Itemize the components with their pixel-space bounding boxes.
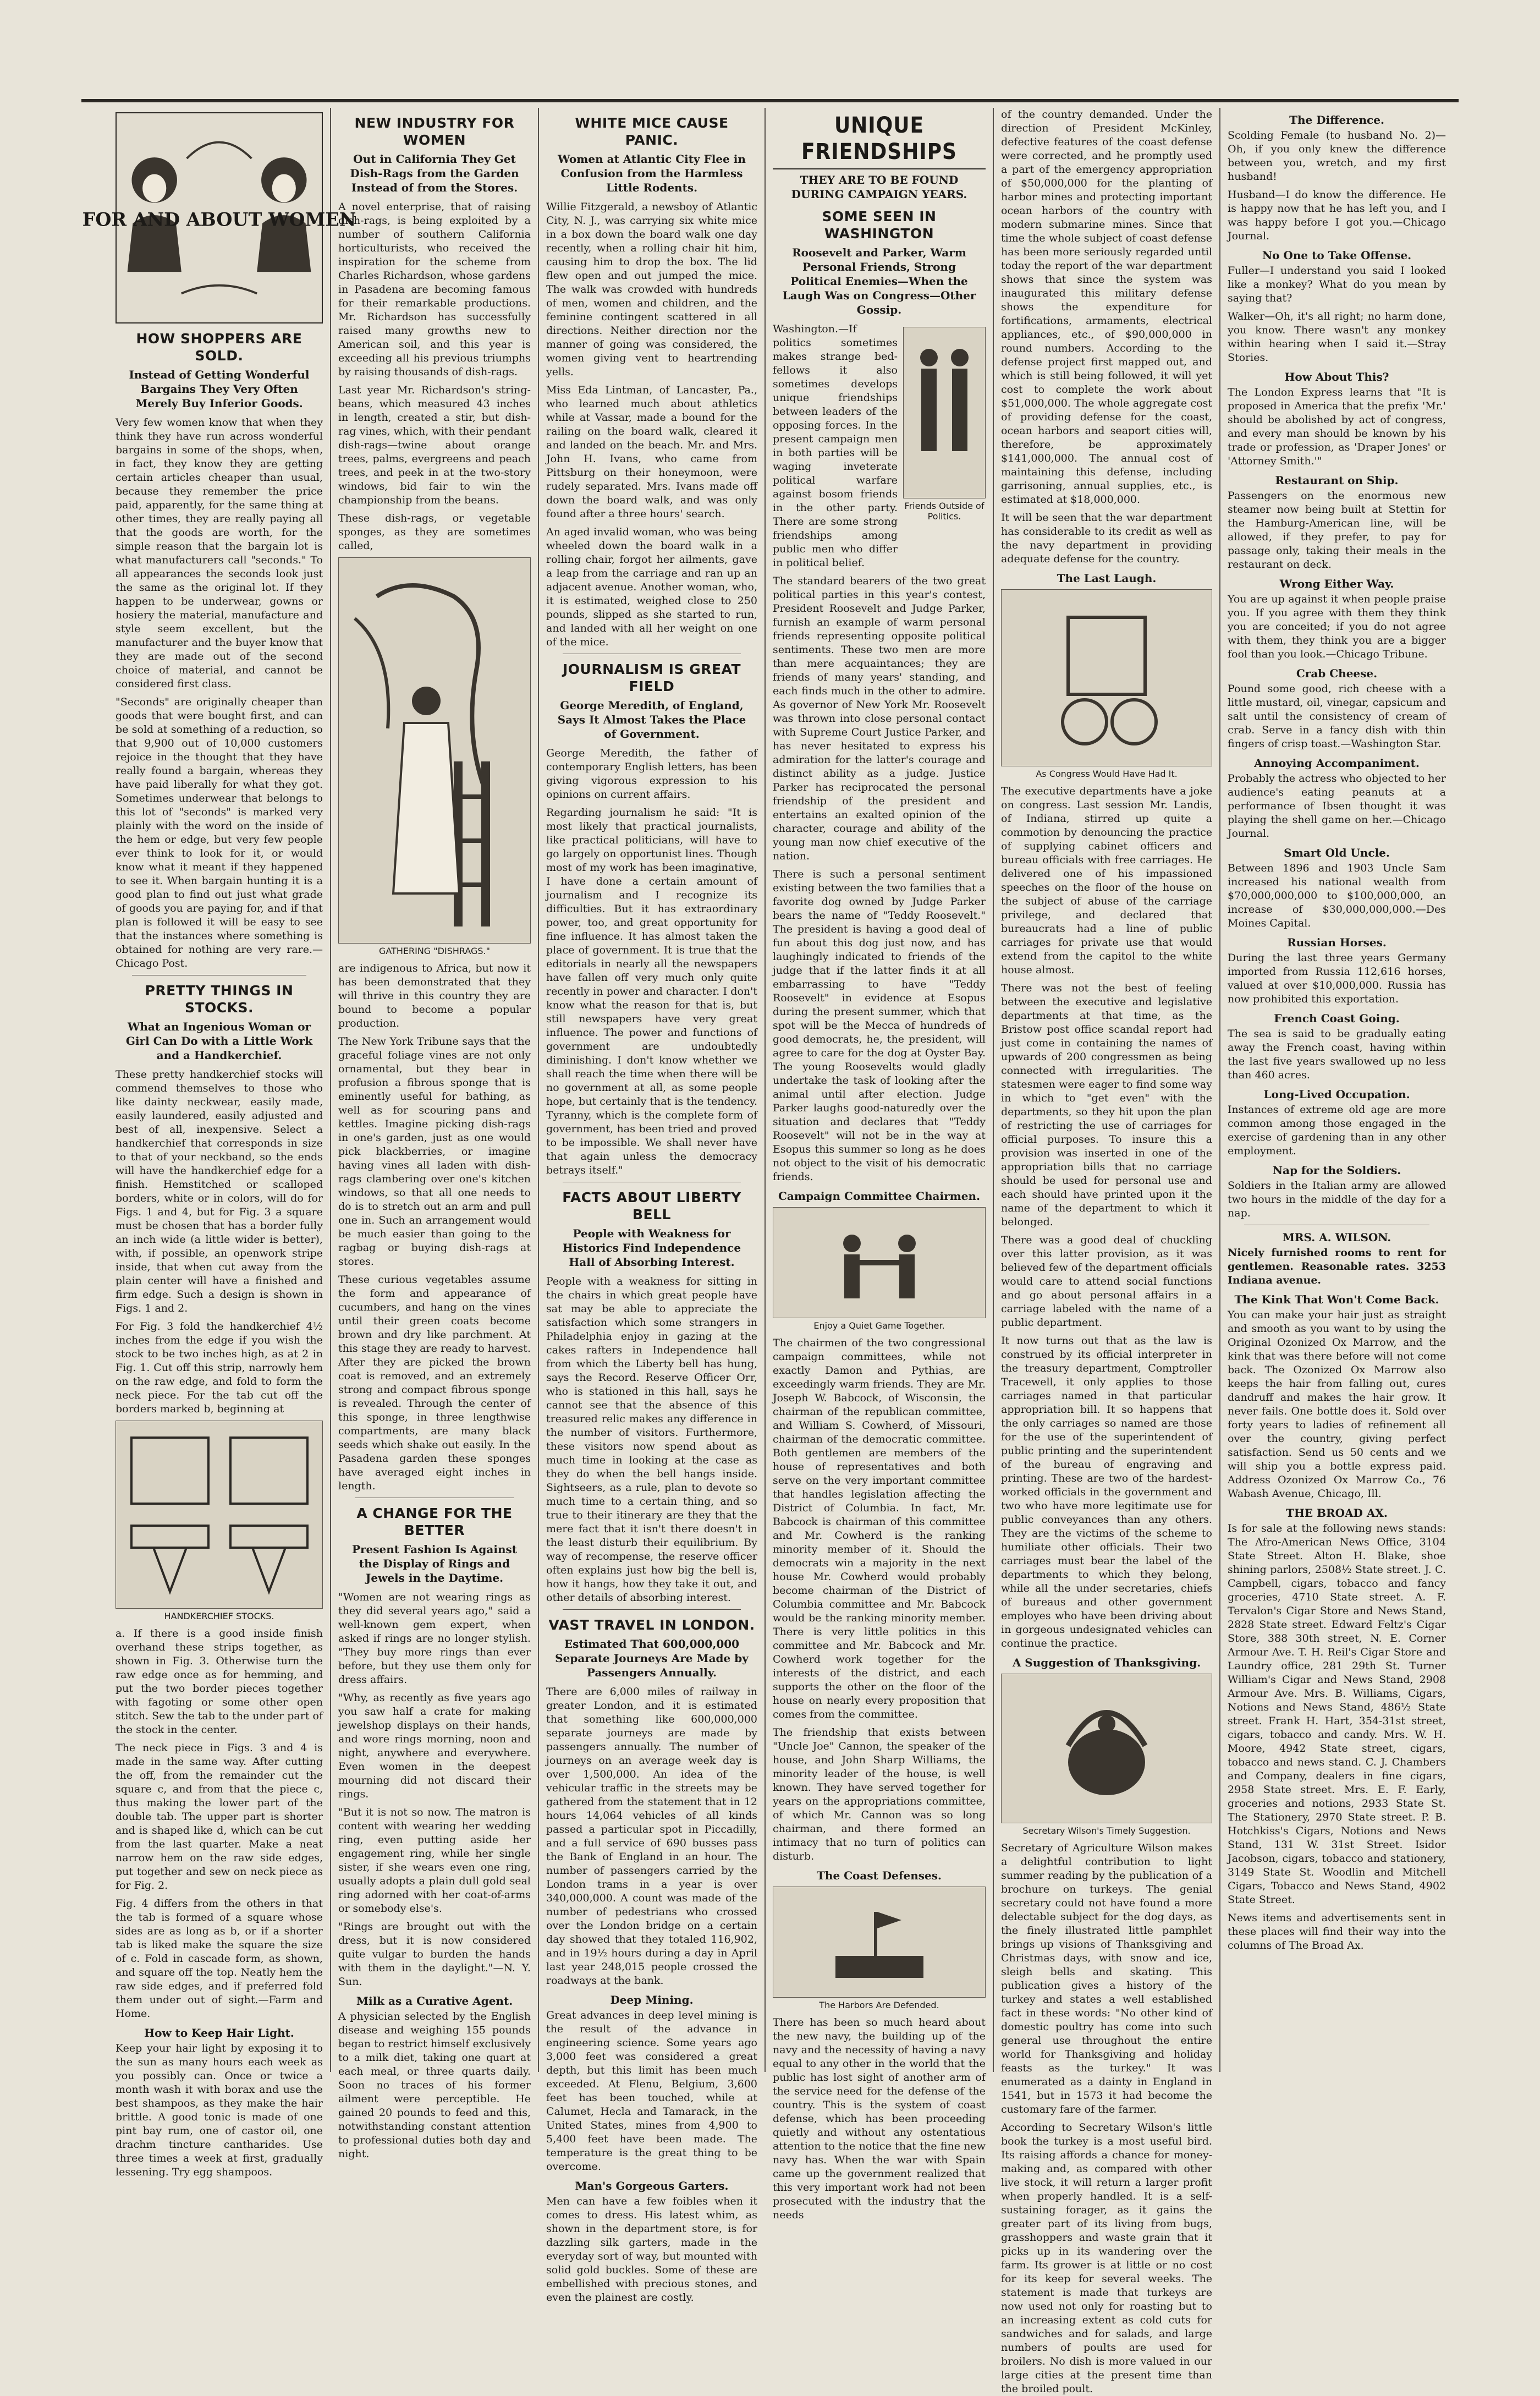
dishrag-gathering-illustration <box>338 557 531 944</box>
article-paragraph: Very few women know that when they think they have run across wonderful bargains in some of the shops, when, in fact, they know they are getting certain articles cheaper than usual, because they remember the price paid, apparently, for the same thing at other times, they are really paying all that the goods are worth, for the simple reason that the bargain lot is what manufacturers call "seconds." To all appearances the seconds look just the same as the original lot. If they happen to be underwear, gowns or hosiery the material, manufacture and style seem excellent, but the manufacturer and the buyer know that they are made out of the second choice of material, and cannot be considered first class. <box>116 416 323 690</box>
article-paragraph: An aged invalid woman, who was being wheeled down the board walk in a rolling chair, forgot her ailments, gave a leap from the carriage and ran up an adjacent avenue. Another woman, who, it is estimated, weighed close to 250 pounds, slipped as she started to run, and landed with all her weight on one of the mice. <box>546 526 757 648</box>
article-paragraph: The New York Tribune says that the graceful foliage vines are not only ornamental, but they bear in profusion a fibrous sponge that is eminently useful for bathing, as well as for scouring pans and kettles. Imagine picking dish-rags in one's garden, just as one would pick blackberries, or imagine having vines all laden with dish-rags clambering over one's kitchen windows, so that all one needs to do is to stretch out an arm and pull one in. Such an arrangement would be much easier than going to the ragbag or buying dish-rags at stores. <box>338 1035 531 1268</box>
quiet-game-illustration <box>773 1207 986 1318</box>
article-paragraph: Probably the actress who objected to her audience's eating peanuts at a performance of Ibsen thought it was playing the shell game on her.—Chicago Journal. <box>1228 772 1446 840</box>
article-headline: Crab Cheese. <box>1296 667 1378 680</box>
article-headline: Man's Gorgeous Garters. <box>575 2179 729 2192</box>
article-headline: The Difference. <box>1289 113 1384 127</box>
article-subhead: Out in California They Get Dish-Rags from the Garden Instead of from the Stores. <box>350 152 519 194</box>
article-paragraph: According to Secretary Wilson's little book the turkey is a most useful bird. Its raising affords a chance for money-making and, as compared with other live stock, it will return a larger profit when properly handled. It is a self-sustaining forager, as it gains the greater part of its living from bugs, grasshoppers and waste grain that it picks up in its wandering over the farm. Its grower is at little or no cost for its keep for several weeks. The statement is made that turkeys are now used not only for roasting but to an increasing extent as cold cuts for sandwiches and for salads, and large numbers of poults are used for broilers. No dish is more valued in our large cities at the present time than the broiled poult. <box>1001 2121 1212 2395</box>
article-paragraph: During the last three years Germany imported from Russia 112,616 horses, valued at over $10,000,000. Russia has now prohibited this exportation. <box>1228 952 1446 1005</box>
illustration-caption: Enjoy a Quiet Game Together. <box>813 1320 945 1331</box>
illustration-caption: Secretary Wilson's Timely Suggestion. <box>1022 1825 1191 1836</box>
article-paragraph: Secretary of Agriculture Wilson makes a delightful contribution to light summer reading by the publication of a brochure on turkeys. The genial secretary could not have found a more delectable subject for the dog days, as the finely illustrated little pamphlet brings up visions of Thanksgiving and Christmas days, with snow and ice, sleigh bells and skating. This publication gives a history of the turkey and states a well established fact in these words: "No other kind of domestic poultry has come into such general use throughout the entire world for Thanksgiving and holiday feasts as the turkey." It was enumerated as a dainty in England in 1541, but in 1573 it had become the customary fare of the farmer. <box>1001 1842 1212 2115</box>
article-paragraph: There has been so much heard about the new navy, the building up of the navy and the necessity of having a navy equal to any other in the world that the public has lost sight of another arm of the service need for the defense of the country. This is the system of coast defense, which has been proceeding quietly and without any ostentatious attention to the notice that the fine new navy has. When the war with Spain came up the government realized that this very important work had not been prosecuted with the industry that the needs <box>773 2016 986 2221</box>
article-paragraph: The neck piece in Figs. 3 and 4 is made in the same way. After cutting the off, from the remainder cut the square c, and from that the piece c, thus making the lower part of the double tab. The upper part is shorter and is shaped like d, which can be cut from the last quarter. Make a neat narrow hem on the raw side edges, put together and sew on neck piece as for Fig. 2. <box>116 1742 323 1891</box>
advertisement-heading: The Kink That Won't Come Back. <box>1234 1293 1439 1306</box>
article-paragraph: "But it is not so now. The matron is content with wearing her wedding ring, even putting aside her engagement ring, while her single sister, if she wears even one ring, usually adopts a plain dull gold seal ring adorned with her coat-of-arms or somebody else's. <box>338 1806 531 1915</box>
article-paragraph: These dish-rags, or vegetable sponges, as they are sometimes called, <box>338 512 531 552</box>
article-paragraph: Between 1896 and 1903 Uncle Sam increased his national wealth from $70,000,000,000 to $100,000,000, an increase of $30,000,000,000.—Des Moines Capital. <box>1228 862 1446 929</box>
article-subhead: What an Ingenious Woman or Girl Can Do with a Little Work and a Handkerchief. <box>125 1020 313 1062</box>
article-headline: Wrong Either Way. <box>1279 577 1394 590</box>
top-rule <box>81 99 1459 102</box>
article-subhead: THEY ARE TO BE FOUND DURING CAMPAIGN YEARS. <box>791 173 967 201</box>
article-paragraph: Regarding journalism he said: "It is most likely that practical journalists, like practical politicians, will have to go largely on opportunist lines. Though most of my work has been imaginative, I have done a certain amount of journalism and I recognize its difficulties. But it has extraordinary power, too, and great opportunity for fine influence. It has almost taken the place of government. It is true that the editorials in nearly all the newspapers have fallen off very much only quite recently in power and character. I don't know what the reason for that is, but still newspapers have very great influence. The power and functions of government are undoubtedly diminishing. I don't know whether we shall reach the time when there will be no government at all, as some people hope, but certainly that is the tendency. Tyranny, which is the complete form of government, has been tried and proved to be impossible. We shall never have that again unless the democracy betrays itself." <box>546 807 757 1176</box>
article-headline: WHITE MICE CAUSE PANIC. <box>575 115 729 148</box>
article-paragraph: A novel enterprise, that of raising dish-rags, is being exploited by a number of southern California horticulturists, who received the inspiration for the scheme from Charles Richardson, whose gardens in Pasadena are becoming famous for their remarkable productions. Mr. Richardson has successfully raised many growths new to American soil, and this year is exceeding all his previous triumphs by raising thousands of dish-rags. <box>338 201 531 378</box>
article-paragraph: It will be seen that the war department has considerable to its credit as well as the navy department in providing adequate defense for the country. <box>1001 512 1212 565</box>
article-subhead: People with Weakness for Historics Find Independence Hall of Absorbing Interest. <box>562 1227 741 1269</box>
article-paragraph: A physician selected by the English disease and weighing 155 pounds began to restrict himself exclusively to a milk diet, taking one quart at each meal, or three quarts daily. Soon no traces of his former ailment were perceptible. He gained 20 pounds to feed and this, notwithstanding constant attention to professional duties both day and night. <box>338 2010 531 2160</box>
article-headline: PRETTY THINGS IN STOCKS. <box>145 983 294 1016</box>
column-3 <box>538 108 765 2304</box>
article-paragraph: News items and advertisements sent in these places will find their way into the columns of The Broad Ax. <box>1228 1912 1446 1951</box>
article-paragraph: The friendship that exists between "Uncle Joe" Cannon, the speaker of the house, and John Sharp Williams, the minority leader of the house, is well known. They have served together for years on the appropriations committee, of which Mr. Cannon was so long chairman, and there formed an intimacy that no turn of politics can disturb. <box>773 1726 986 1862</box>
article-headline: A Suggestion of Thanksgiving. <box>1012 1656 1201 1669</box>
article-paragraph: Pound some good, rich cheese with a little mustard, oil, vinegar, capsicum and salt until the consistency of cream of crab. Serve in a fancy dish with thin fingers of crisp toast.—Washington Star. <box>1228 683 1446 750</box>
article-headline: How to Keep Hair Light. <box>144 2026 294 2039</box>
article-headline: Russian Horses. <box>1287 936 1387 949</box>
article-paragraph: The chairmen of the two congressional campaign committees, while not exactly Damon and Pythias, are exceedingly warm friends. They are Mr. Joseph W. Babcock, of Wisconsin, the chairman of the republican committee, and William S. Cowherd, of Missouri, chairman of the democratic committee. Both gentlemen are members of the house of representatives and both serve on the very important committee that handles legislation affecting the District of Columbia. In fact, Mr. Babcock is chairman of this committee and Mr. Cowherd is the ranking minority member of it. Should the democrats win a majority in the next house Mr. Cowherd would probably become chairman of the District of Columbia committee and Mr. Babcock would be the ranking minority member. There is very little politics in this committee and Mr. Babcock and Mr. Cowherd work together for the interests of the district, and each supports the other on the floor of the house on nearly every proposition that comes from the committee. <box>773 1337 986 1720</box>
article-headline: French Coast Going. <box>1274 1012 1400 1025</box>
illustration-caption: As Congress Would Have Had It. <box>1036 769 1178 779</box>
article-headline: JOURNALISM IS GREAT FIELD <box>562 661 741 694</box>
illustration-caption: HANDKERCHIEF STOCKS. <box>164 1611 274 1621</box>
article-paragraph: The standard bearers of the two great political parties in this year's contest, President Roosevelt and Judge Parker, furnish an example of warm personal friends representing opposite political sentiments. These two men are more than mere acquaintances; they are friends of many years' standing, and each finds much in the other to admire. As governor of New York Mr. Roosevelt was thrown into close personal contact with Supreme Court Justice Parker, and has never hesitated to express his admiration for the latter's courage and distinct ability as a judge. Justice Parker has reciprocated the personal friendship of the president and entertains an exalted opinion of the character, courage and ability of the young man now chief executive of the nation. <box>773 575 986 862</box>
women-banner <box>82 112 356 324</box>
article-headline: The Coast Defenses. <box>817 1869 942 1882</box>
article-headline: VAST TRAVEL IN LONDON. <box>548 1617 755 1633</box>
illustration-caption: GATHERING "DISHRAGS." <box>378 946 491 956</box>
article-headline: No One to Take Offense. <box>1262 249 1412 262</box>
turkey-illustration <box>1001 1674 1212 1823</box>
article-headline: Campaign Committee Chairmen. <box>778 1189 981 1203</box>
article-paragraph: Husband—I do know the difference. He is happy now that he has left you, and I was happy before I got you.—Chicago Journal. <box>1228 189 1446 242</box>
article-headline: Annoying Accompaniment. <box>1254 756 1420 770</box>
article-subhead: Instead of Getting Wonderful Bargains They Very Often Merely Buy Inferior Goods. <box>129 368 310 410</box>
article-paragraph: There was not the best of feeling between the executive and legislative departments at that time, as the Bristow post office scandal report had just come in containing the names of upwards of 200 congressmen as being connected with irregularities. The statesmen were eager to find some way in which to "get even" with the departments, so they hit upon the plan of restricting the use of carriages for official purposes. To insure this a provision was inserted in one of the appropriation bills that no carriage should be used for personal use and each should have printed upon it the name of the department to which it belonged. <box>1001 982 1212 1228</box>
article-paragraph: "Seconds" are originally cheaper than goods that were bought first, and can be sold at something of a reduction, so that 9,900 out of 10,000 customers rejoice in the thought that they have really found a bargain, whereas they have paid liberally for what they got. Sometimes underwear that belongs to this lot of "seconds" is marked very plainly with the word on the inside of the hem or edge, but very few people ever think to look for it, or would know what it meant if they happened to see it. When bargain hunting it is a good plan to find out just what grade of goods you are paying for, and if that plan is followed it will be easy to see that the instances where something is obtained for nothing are very rare.—Chicago Post. <box>116 696 323 969</box>
article-paragraph: Willie Fitzgerald, a newsboy of Atlantic City, N. J., was carrying six white mice in a box down the board walk one day recently, when a rolling chair hit him, causing him to drop the box. The lid flew open and out jumped the mice. The walk was crowded with hundreds of men, women and children, and the feminine contingent scattered in all directions. Neither direction nor the manner of going was considered, the women giving vent to heartrending yells. <box>546 201 757 378</box>
article-headline: SOME SEEN IN WASHINGTON <box>822 209 937 242</box>
advertisement-heading: MRS. A. WILSON. <box>1282 1231 1392 1244</box>
article-headline: Deep Mining. <box>610 1993 694 2006</box>
article-headline: Long-Lived Occupation. <box>1263 1088 1410 1101</box>
article-paragraph: You are up against it when people praise you. If you agree with them they think you are conceited; if you do not agree with them, they think you are a bigger fool than you look.—Chicago Tribune. <box>1228 593 1446 660</box>
article-paragraph: These pretty handkerchief stocks will commend themselves to those who like dainty neckwear, easily made, easily laundered, easily adjusted and best of all, inexpensive. Select a handkerchief that corresponds in size to that of your neckband, so the ends will have the handkerchief edge for a finish. Hemstitched or scalloped borders, white or in colors, will do for Figs. 1 and 4, but for Fig. 3 a square must be chosen that has a border fully an inch wide (a little wider is better), with, if possible, an openwork stripe inside, that when cut away from the plain center will have a finished and firm edge. Such a design is shown in Figs. 1 and 2. <box>116 1068 323 1314</box>
article-paragraph: Soldiers in the Italian army are allowed two hours in the middle of the day for a nap. <box>1228 1180 1446 1219</box>
friends-illustration <box>903 327 986 498</box>
article-headline: FACTS ABOUT LIBERTY BELL <box>562 1189 741 1222</box>
illustration-caption: The Harbors Are Defended. <box>819 2000 939 2010</box>
article-headline: Smart Old Uncle. <box>1284 846 1390 859</box>
article-paragraph: are indigenous to Africa, but now it has been demonstrated that they will thrive in this country they are bound to become a popular production. <box>338 962 531 1029</box>
article-paragraph: Great advances in deep level mining is the result of the advance in engineering science. Some years ago 3,000 feet was considered a great depth, but this limit has been much exceeded. At Flenu, Belgium, 3,600 feet has been touched, while at Calumet, Hecla and Tamarack, in the United States, mines from 4,900 to 5,400 feet have been made. The temperature is the great thing to be overcome. <box>546 2009 757 2173</box>
article-paragraph: For Fig. 3 fold the handkerchief 4½ inches from the edge if you wish the stock to be two inches high, as at 2 in Fig. 1. Cut off this strip, narrowly hem on the raw edge, and fold to form the neck piece. For the tab cut off the borders marked b, beginning at <box>116 1320 323 1415</box>
article-paragraph: Men can have a few foibles when it comes to dress. His latest whim, as shown in the department store, is for dazzling silk garters, made in the everyday sort of way, but mounted with solid gold buckles. Some of these are embellished with precious stones, and even the plainest are costly. <box>546 2195 757 2304</box>
article-paragraph: Last year Mr. Richardson's string-beans, which measured 43 inches in length, created a stir, but dish-rag vines, which, with their pendant dish-rags—twine about orange trees, palms, evergreens and peach trees, and peek in at the two-story windows, bid fair to win the championship from the beans. <box>338 384 531 506</box>
advertisement-heading: THE BROAD AX. <box>1286 1506 1388 1520</box>
advertisement-text: Is for sale at the following news stands: The Afro-American News Office, 3104 State Street. Alton H. Blake, shoe shining parlors, 2508½ State street. J. C. Campbell, cigars, tobacco and fancy groceries, 4710 State street. A. F. Tervalon's Cigar Store and News Stand, 2828 State street. Edward Feltz's Cigar Store, 388 30th street, N. E. Corner Armour Ave. T. H. Reil's Cigar Store and Laundry office, 281 29th St. Turner William's Cigar and News Stand, 2908 Armour Ave. Mrs. B. Williams, Cigars, Notions and News Stand, 486½ State street. Frank H. Hart, 354-31st street, cigars, tobacco and candy. Mrs. W. H. Moore, 4942 State street, cigars, tobacco and news stand. C. J. Chambers and Company, dealers in fine cigars, 2958 State street. Mrs. E. F. Early, groceries and notions, 2933 State St. The Stationery, 2970 State street. P. B. Hotchkiss's Cigars, Notions and News Stand, 131 W. 31st Street. Isidor Jacobson, cigars, tobacco and stationery, 3149 State St. Woodlin and Mitchell Cigars, Tobacco and News Stand, 4902 State Street. <box>1228 1522 1446 1906</box>
banner-title: FOR AND ABOUT WOMEN <box>82 209 356 231</box>
article-paragraph: There was a good deal of chuckling over this latter provision, as it was believed few of the department officials would care to attend social functions and go about personal affairs in a carriage labeled with the name of a public department. <box>1001 1234 1212 1329</box>
article-paragraph: People with a weakness for sitting in the chairs in which great people have sat may be able to appreciate the satisfaction which some strangers in Philadelphia enjoy in gazing at the cakes rafters in Independence hall from which the Liberty bell has hung, says the Record. Reserve Officer Orr, who is stationed in this hall, says he cannot see that the absence of this treasured relic makes any difference in the number of visitors. Furthermore, these visitors now spend about as much time in looking at the case as they do when the bell hangs inside. Sightseers, as a rule, plan to devote so much time to a certain thing, and so true to their itinerary are they that the mere fact that it isn't there doesn't in the least disturb their equilibrium. By way of recompense, the reserve officer often explains just how big the bell is, how it hangs, how they take it out, and other details of absorbing interest. <box>546 1275 757 1604</box>
article-paragraph: George Meredith, the father of contemporary English letters, has been giving vigorous expression to his opinions on current affairs. <box>546 747 757 801</box>
article-paragraph: Fuller—I understand you said I looked like a monkey? What do you mean by saying that? <box>1228 265 1446 304</box>
article-subhead: Roosevelt and Parker, Warm Personal Friends, Strong Political Enemies—When the Laugh Was on Congress—Other Gossip. <box>782 246 976 316</box>
unique-friendships-title: UNIQUE FRIENDSHIPS <box>773 112 986 169</box>
article-headline: Milk as a Curative Agent. <box>356 1994 513 2008</box>
article-paragraph: Instances of extreme old age are more common among those engaged in the exercise of gardening than in any other employment. <box>1228 1104 1446 1157</box>
article-paragraph: The London Express learns that "It is proposed in America that the prefix 'Mr.' should be abolished by act of congress, and every man should be known by his trade or profession, as 'Draper Jones' or 'Attorney Smith.'" <box>1228 386 1446 467</box>
article-paragraph: Scolding Female (to husband No. 2)—Oh, if you only knew the difference between you, wretch, and my first husband! <box>1228 129 1446 183</box>
article-paragraph: It now turns out that as the law is construed by its official interpreter in the treasury department, Comptroller Tracewell, it only applies to those carriages named in that particular appropriation bill. It so happens that the only carriages so named are those for the use of the superintendent of public printing and the superintendent of the bureau of engraving and printing. These are two of the hardest-worked officials in the government and two who have more legitimate use for public conveyances than any others. They are the victims of the scheme to humiliate other officials. Their two carriages must bear the label of the departments to which they belong, while all the under secretaries, chiefs of bureaus and other government employes who have been driving about in gorgeous undesignated vehicles can continue the practice. <box>1001 1335 1212 1649</box>
article-paragraph: Keep your hair light by exposing it to the sun as many hours each week as you possibly can. Once or twice a month wash it with borax and use the best shampoos, as they make the hair brittle. A good tonic is made of one pint bay rum, one of castor oil, one drachm tincture cantharides. Use three times a week at first, gradually lessening. Try egg shampoos. <box>116 2042 323 2178</box>
article-paragraph: a. If there is a good inside finish overhand these strips together, as shown in Fig. 3. Otherwise turn the raw edge once as for hemming, and put the two border pieces together with fagoting or some other open stitch. Sew the tab to the under part of the stock in the center. <box>116 1627 323 1736</box>
banner-illustration <box>82 113 356 322</box>
article-paragraph: "Why, as recently as five years ago you saw half a crate for making jewelshop displays on their hands, and wore rings morning, noon and night, anywhere and everywhere. Even women in the deepest mourning did not discard their rings. <box>338 1692 531 1800</box>
column-4 <box>765 108 993 2221</box>
article-paragraph: The executive departments have a joke on congress. Last session Mr. Landis, of Indiana, stirred up quite a commotion by denouncing the practice of supplying cabinet officers and bureau officials with free carriages. He delivered one of his impassioned speeches on the floor of the house on the subject of abuse of the carriage privilege, and declared that bureaucrats had a line of public carriages for private use that would extend from the capitol to the white house almost. <box>1001 785 1212 976</box>
article-paragraph: There are 6,000 miles of railway in greater London, and it is estimated that something like 600,000,000 separate journeys are made by passengers annually. The number of journeys on an average week day is over 1,500,000. An idea of the vehicular traffic in the streets may be gathered from the statement that in 12 hours 14,064 vehicles of all kinds passed a particular spot in Piccadilly, and a full service of 690 busses pass the Bank of England in an hour. The number of passengers carried by the London trams in a year is over 340,000,000. A count was made of the number of pedestrians who crossed over the London bridge on a certain day showed that they totaled 116,902, and in 19½ hours during a day in April last year 248,015 people crossed the roadways at the bank. <box>546 1686 757 1987</box>
article-headline: How About This? <box>1284 370 1389 383</box>
article-paragraph: These curious vegetables assume the form and appearance of cucumbers, and hang on the vines until their green coats become brown and dry like parchment. At this stage they are ready to harvest. After they are picked the brown coat is removed, and an extremely strong and compact fibrous sponge is revealed. Through the center of this sponge, in three lengthwise compartments, are many black seeds which shake out easily. In the Pasadena garden these sponges have averaged eight inches in length. <box>338 1274 531 1492</box>
article-subhead: George Meredith, of England, Says It Almost Takes the Place of Government. <box>557 699 746 741</box>
article-paragraph: "Rings are brought out with the dress, but it is now considered quite vulgar to burden the hands with them in the daylight."—N. Y. Sun. <box>338 1921 531 1988</box>
article-subhead: Estimated That 600,000,000 Separate Journeys Are Made by Passengers Annually. <box>555 1637 749 1679</box>
article-headline: Nap for the Soldiers. <box>1272 1164 1401 1177</box>
article-headline: NEW INDUSTRY FOR WOMEN <box>354 115 515 148</box>
article-paragraph: of the country demanded. Under the direction of President McKinley, defective features of the coast defense were corrected, and he promptly used a part of the emergency appropriation of $50,000,000 for the planting of harbor mines and protecting important ocean harbors of the country with modern submarine mines. Since that time the whole subject of coast defense has been more seriously regarded until today the report of the war department shows that since the system was inaugurated this military defense shows the expenditure for fortifications, armaments, electrical appliances, etc., of $90,000,000 in round numbers. According to the defense project first mapped out, and which is still being followed, it will yet cost to complete the work about $51,000,000. The whole aggregate cost of providing defense for the coast, ocean harbors and seaport cities will, therefore, be approximately $141,000,000. The annual cost of maintaining this defense, including garrisoning, annual supplies, etc., is estimated at $18,000,000. <box>1001 108 1212 506</box>
article-headline: Restaurant on Ship. <box>1275 474 1399 487</box>
carriage-illustration <box>1001 589 1212 766</box>
column-5 <box>993 108 1220 2395</box>
article-paragraph: Fig. 4 differs from the others in that the tab is formed of a square whose sides are as long as b, or if a shorter tab is liked make the square the size of c. Fold in cascade form, as shown, and square off the top. Neatly hem the raw side edges, and if preferred fold them under out of sight.—Farm and Home. <box>116 1898 323 2020</box>
advertisement-text: Nicely furnished rooms to rent for gentlemen. Reasonable rates. 3253 Indiana avenue. <box>1228 1247 1446 1286</box>
column-6 <box>1220 108 1454 2072</box>
article-headline: A CHANGE FOR THE BETTER <box>356 1505 513 1538</box>
article-subhead: Present Fashion Is Against the Display of Rings and Jewels in the Daytime. <box>351 1543 517 1584</box>
article-subhead: Women at Atlantic City Flee in Confusion from the Harmless Little Rodents. <box>558 152 746 194</box>
harbor-defense-illustration <box>773 1887 986 1998</box>
illustration-caption: Friends Outside of Politics. <box>904 501 985 522</box>
article-paragraph: Walker—Oh, it's all right; no harm done, you know. There wasn't any monkey within hearing when I said it.—Stray Stories. <box>1228 310 1446 364</box>
column-2 <box>331 108 538 2160</box>
article-headline: The Last Laugh. <box>1057 572 1157 585</box>
article-paragraph: "Women are not wearing rings as they did several years ago," said a well-known gem expert, when asked if rings are no longer stylish. "They buy more rings than ever before, but they use them only for dress affairs. <box>338 1591 531 1686</box>
column-1 <box>82 108 356 2178</box>
article-headline: HOW SHOPPERS ARE SOLD. <box>136 331 302 364</box>
article-paragraph: Miss Eda Lintman, of Lancaster, Pa., who learned much about athletics while at Vassar, made a bound for the railing on the board walk, cleared it and landed on the beach. Mr. and Mrs. John H. Ivans, who came from Pittsburg on their honeymoon, were rudely separated. Mrs. Ivans made off down the board walk, and was only found after a three hours' search. <box>546 384 757 520</box>
advertisement-text: You can make your hair just as straight and smooth as you want to by using the Original Ozonized Ox Marrow, and the kink that was there before will not come back. The Ozonized Ox Marrow also keeps the hair from falling out, cures dandruff and makes the hair grow. It never fails. One bottle does it. Sold over forty years to ladies of refinement all over the country, giving perfect satisfaction. Send us 50 cents and we will ship you a bottle express paid. Address Ozonized Ox Marrow Co., 76 Wabash Avenue, Chicago, Ill. <box>1228 1309 1446 1500</box>
article-paragraph: Passengers on the enormous new steamer now being built at Stettin for the Hamburg-American line, will be allowed, if they prefer, to pay for passage only, taking their meals in the restaurant on deck. <box>1228 490 1446 571</box>
article-paragraph: There is such a personal sentiment existing between the two families that a favorite dog owned by Judge Parker bears the name of "Teddy Roosevelt." The president is having a good deal of fun about this dog just now, and has laughingly indicated to friends of the judge that if the latter finds it at all embarrassing to have "Teddy Roosevelt" in evidence at Esopus during the present summer, which that spot will be the Mecca of hundreds of good democrats, he, the president, will agree to care for the dog at Oyster Bay. The young Roosevelts would gladly undertake the task of looking after the animal until after election. Judge Parker laughs good-naturedly over the situation and declares that "Teddy Roosevelt" will not be in the way at Esopus this summer so long as he does not object to the visit of his democratic friends. <box>773 868 986 1183</box>
article-paragraph: The sea is said to be gradually eating away the French coast, having within the last five years swallowed up no less than 460 acres. <box>1228 1028 1446 1081</box>
handkerchief-stocks-illustration <box>116 1421 323 1609</box>
divider <box>563 1609 741 1610</box>
article-paragraph: Washington.—If politics sometimes makes strange bed-fellows it also sometimes develops unique friendships between leaders of the opposing forces. In the present campaign men in both parties will be waging inveterate political warfare against bosom friends in the other party. There are some strong friendships among public men who differ in political belief. <box>773 323 898 569</box>
